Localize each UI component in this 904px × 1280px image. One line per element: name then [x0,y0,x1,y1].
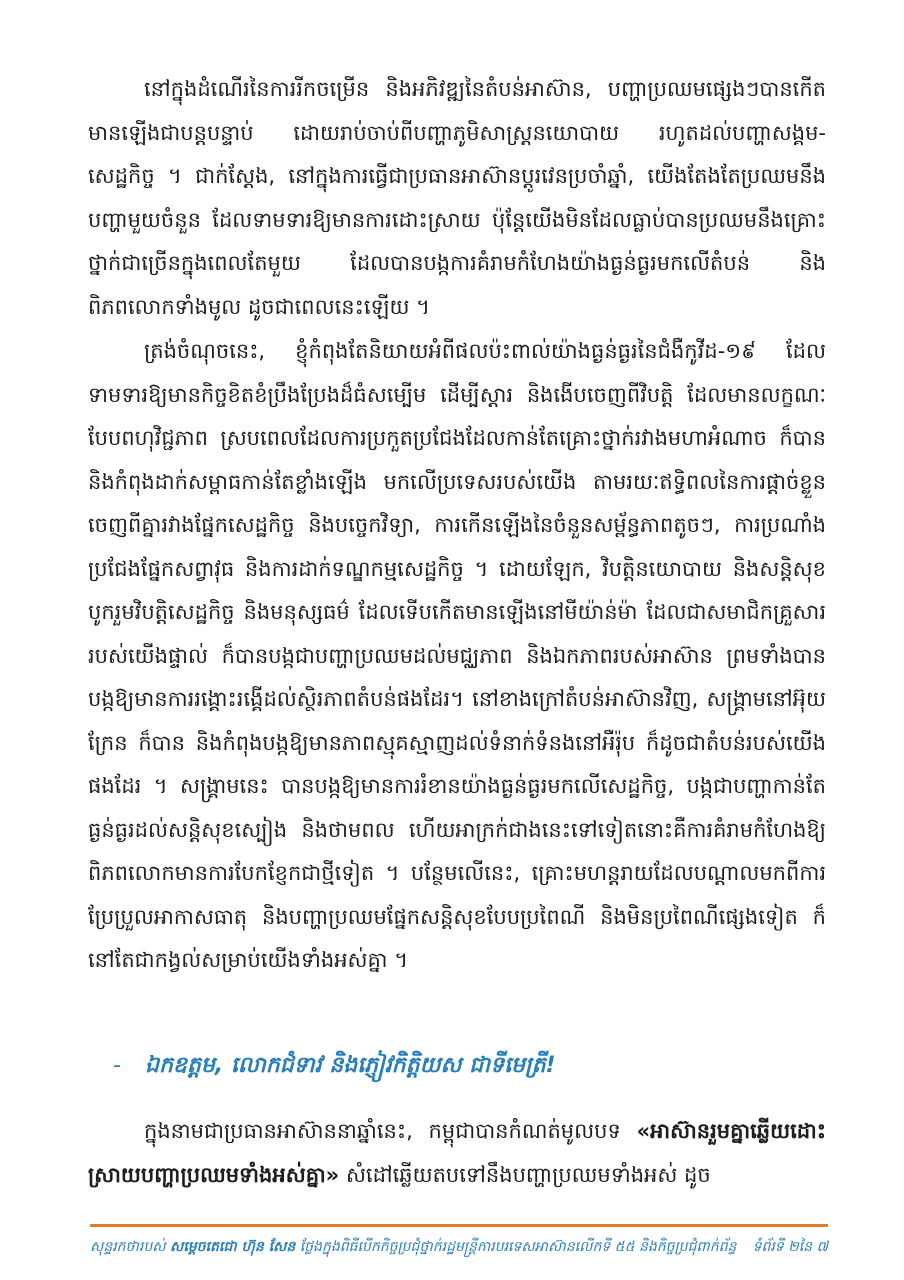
salutation-line [113,1046,833,1086]
footer-divider [90,1224,828,1227]
footer-caption [90,1232,736,1262]
bullet-dash: - [113,1053,121,1078]
paragraph-3 [88,1110,826,1197]
paragraph-3-end: សំដៅឆ្លើយតបទៅនឹងបញ្ហាប្រឈមទាំងអស់ ដូច [339,1162,711,1187]
paragraph-1 [88,68,826,329]
salutation-text: ឯកឧត្តម, លោកជំទាវ និងភ្ញៀវកិត្តិយស ជាទីមេត្រី! [145,1053,556,1078]
footer-speaker: សម្តេចតេជោ ហ៊ុន សែន [170,1239,296,1255]
page-footer [90,1232,828,1262]
paragraph-3-start: ក្នុងនាមជាប្រធានអាស៊ាននាឆ្នាំនេះ, កម្ពុជាបានកំណត់មូលបទ [144,1119,637,1143]
paragraph-1-text: នៅក្នុងដំណើរនៃការរីកចម្រើន និងអភិវឌ្ឍនៃតំបន់អាស៊ាន, បញ្ហាប្រឈមផ្សេងៗបានកើតមានឡើងជាបន្តបន្ទាប់ ដោយរាប់ចាប់ពីបញ្ហាភូមិសាស្ត្រនយោបាយ រហូតដល់បញ្ហាសង្គម-សេដ្ឋកិច្ច ។ ជាក់ស្តែង, នៅក្នុងការធ្វើជាប្រធានអាស៊ានប្តូរវេនប្រចាំឆ្នាំ, យើងតែងតែប្រឈមនឹងបញ្ហាមួយចំនួន ដែលទាមទារឱ្យមានការដោះស្រាយ ប៉ុន្តែយើងមិនដែលធ្លាប់បានប្រឈមនឹងគ្រោះថ្នាក់ជាច្រើនក្នុងពេលតែមួយ ដែលបានបង្កការគំរាមកំហែងយ៉ាងធ្ងន់ធ្ងរមកលើតំបន់ និងពិភពលោកទាំងមូល ដូចជាពេលនេះឡើយ ។ [88,77,826,319]
footer-prefix: សុន្ទរកថារបស់ [90,1239,170,1255]
summit-theme: «អាស៊ានរួមគ្នាឆ្លើយដោះស្រាយបញ្ហាប្រឈមទាំងអស់គ្នា» [88,1119,826,1187]
page-number: ទំព័រទី ២នៃ ៧ [752,1239,828,1255]
paragraph-2 [88,330,826,983]
paragraph-2-text: ត្រង់ចំណុចនេះ, ខ្ញុំកំពុងតែនិយាយអំពីផលប៉ះពាល់យ៉ាងធ្ងន់ធ្ងរនៃជំងឺកូវីដ-១៩ ដែលទាមទារឱ្យមានកិច្ចខិតខំប្រឹងប្រែងដ៏ធំសម្បើម ដើម្បីស្តារ និងងើបចេញពីវិបត្តិ ដែលមានលក្ខណៈបែបពហុវិជ្ជភាព ស្របពេលដែលការប្រកួតប្រជែងដែលកាន់តែគ្រោះថ្នាក់រវាងមហាអំណាច ក៏បាន និងកំពុងដាក់សម្ពាធកាន់តែខ្លាំងឡើង មកលើប្រទេសរបស់យើង តាមរយៈឥទ្ធិពលនៃការផ្តាច់ខ្លួន ចេញពីគ្នារវាងផ្នែកសេដ្ឋកិច្ច និងបច្ចេកវិទ្យា, ការកើនឡើងនៃចំនួនសម្ព័ន្ធភាពតូចៗ, ការប្រណាំងប្រជែងផ្នែកសព្វាវុធ និងការដាក់ទណ្ឌកម្មសេដ្ឋកិច្ច ។ ដោយឡែក, វិបត្តិនយោបាយ និងសន្តិសុខ បូករួមវិបត្តិសេដ្ឋកិច្ច និងមនុស្សធម៌ ដែលទើបកើតមានឡើងនៅមីយ៉ាន់ម៉ា ដែលជាសមាជិកគ្រួសាររបស់យើងផ្ទាល់ ក៏បានបង្កជាបញ្ហាប្រឈមដល់មជ្ឈភាព និងឯកភាពរបស់អាស៊ាន ព្រមទាំងបានបង្កឱ្យមានការរង្គោះរង្គើដល់ស្ថិរភាពតំបន់ផងដែរ។ នៅខាងក្រៅតំបន់អាស៊ានវិញ, សង្គ្រាមនៅអ៊ុយក្រែន ក៏បាន និងកំពុងបង្កឱ្យមានភាពស្មុគស្មាញដល់ទំនាក់ទំនងនៅអឺរ៉ុប ក៏ដូចជាតំបន់របស់យើងផងដែរ ។ សង្គ្រាមនេះ បានបង្កឱ្យមានការរំខានយ៉ាងធ្ងន់ធ្ងរមកលើសេដ្ឋកិច្ច, បង្កជាបញ្ហាកាន់តែធ្ងន់ធ្ងរដល់សន្តិសុខស្បៀង និងថាមពល ហើយអាក្រក់ជាងនេះទៅទៀតនោះគឺការគំរាមកំហែងឱ្យពិភពលោកមានការបែកខ្ញែកជាថ្មីទៀត ។ បន្ថែមលើនេះ, គ្រោះមហន្តរាយដែលបណ្តាលមកពីការប្រែប្រួលអាកាសធាតុ និងបញ្ហាប្រឈមផ្នែកសន្តិសុខបែបប្រពៃណី និងមិនប្រពៃណីផ្សេងទៀត ក៏នៅតែជាកង្វល់សម្រាប់យើងទាំងអស់គ្នា ។ [88,339,827,972]
footer-description: ថ្លែងក្នុងពិធីបើកកិច្ចប្រជុំថ្នាក់រដ្ឋមន្ត្រីការបរទេសអាស៊ានលើកទី ៥៥ និងកិច្ចប្រជុំពាក់ព័ន្ធ [295,1239,737,1255]
